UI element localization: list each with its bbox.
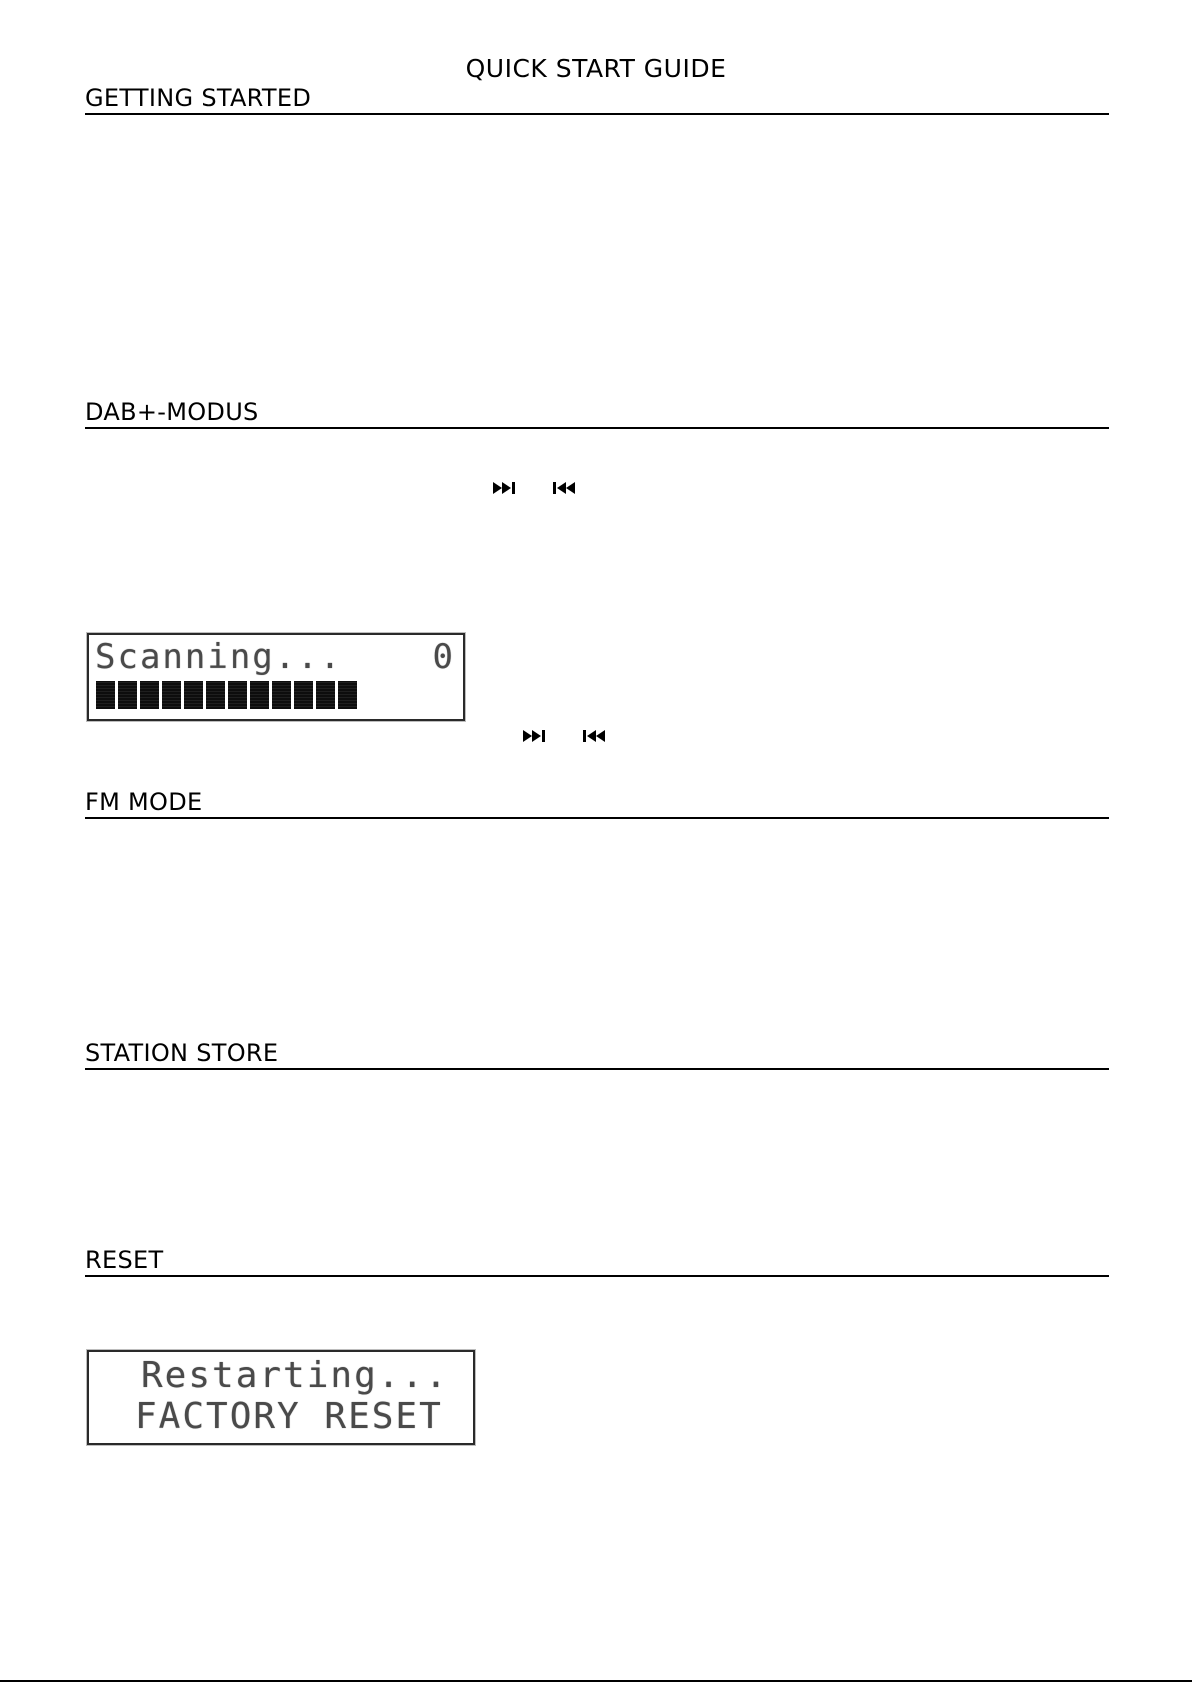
skip-next-icon <box>523 729 549 743</box>
progress-block <box>206 681 225 709</box>
lcd-station-count: 0 <box>432 637 455 677</box>
progress-block <box>338 681 357 709</box>
progress-block <box>250 681 269 709</box>
section-heading-station-store: STATION STORE <box>85 1039 1109 1070</box>
lcd-scanning-display <box>87 633 465 721</box>
lcd-factory-reset-text: FACTORY RESET <box>135 1396 443 1437</box>
section-heading-getting-started: GETTING STARTED <box>85 84 1109 115</box>
progress-block <box>96 681 115 709</box>
progress-block <box>184 681 203 709</box>
progress-block <box>118 681 137 709</box>
scan-progress-bar <box>96 681 357 709</box>
section-heading-dab-mode: DAB+-MODUS <box>85 398 1109 429</box>
progress-block <box>140 681 159 709</box>
lcd-reset-display <box>87 1350 475 1445</box>
skip-previous-icon <box>582 729 608 743</box>
skip-previous-icon <box>552 481 578 495</box>
progress-block <box>162 681 181 709</box>
page-bottom-rule <box>0 1680 1192 1682</box>
page-title: QUICK START GUIDE <box>465 54 727 83</box>
progress-block <box>228 681 247 709</box>
progress-block <box>272 681 291 709</box>
section-heading-fm-mode: FM MODE <box>85 788 1109 819</box>
lcd-scanning-text: Scanning... <box>95 637 343 677</box>
progress-block <box>316 681 335 709</box>
progress-block <box>294 681 313 709</box>
section-heading-reset: RESET <box>85 1246 1109 1277</box>
skip-next-icon <box>493 481 519 495</box>
lcd-restarting-text: Restarting... <box>141 1355 449 1396</box>
